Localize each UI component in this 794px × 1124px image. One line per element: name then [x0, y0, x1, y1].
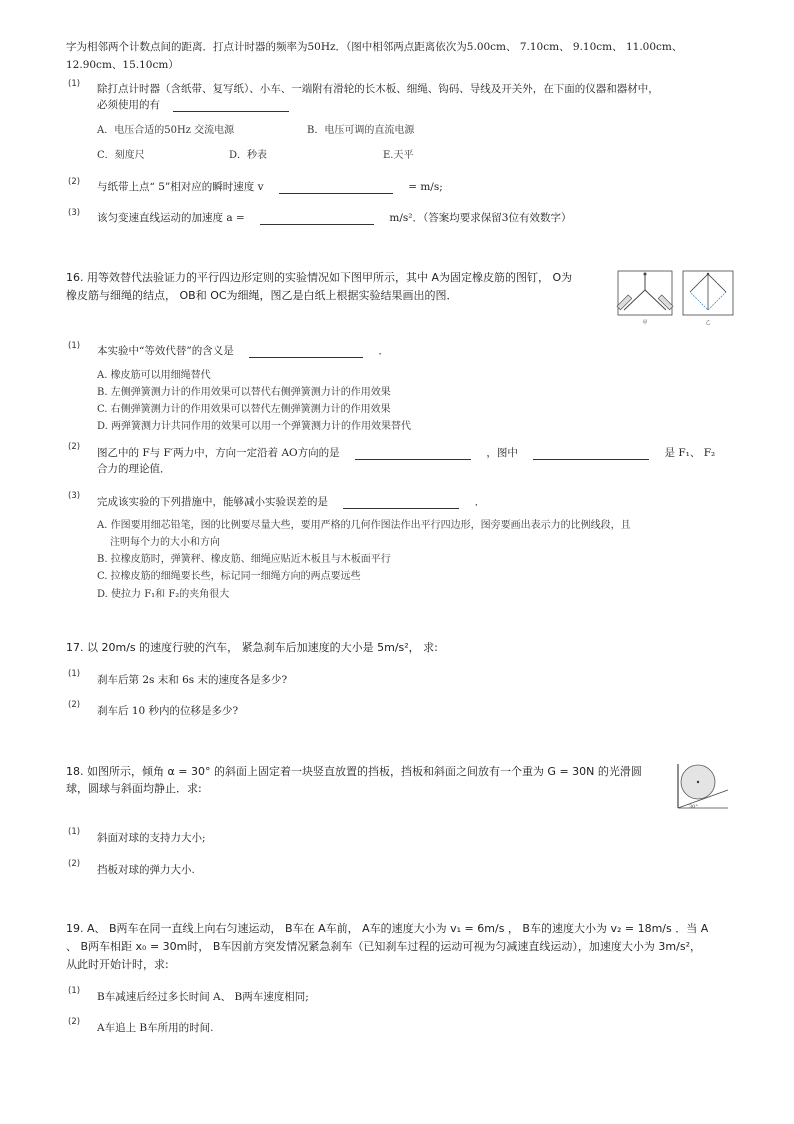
option-a-cont: 注明每个力的大小和方向 — [110, 537, 220, 548]
q18-text-line2: 球，圆球与斜面均静止．求: — [66, 782, 202, 795]
top-p2-text: 与纸带上点“ 5”相对应的瞬时速度 v — [97, 181, 264, 193]
top-p2-line — [97, 180, 443, 194]
part-number: (1) — [68, 341, 81, 351]
angle-label: 30° — [689, 804, 698, 810]
top-p3-text: 该匀变速直线运动的加速度 a = — [97, 212, 245, 224]
q16-p2-line2: 合力的理论值． — [97, 463, 171, 475]
option-b: B. 左侧弹簧测力计的作用效果可以替代右侧弹簧测力计的作用效果 — [97, 387, 391, 398]
option-c: C．刻度尺 — [97, 150, 145, 161]
q18-text-line1: 18. 如图所示，倾角 α = 30° 的斜面上固定着一块竖直放置的挡板，挡板和斜面之间放有一个重为 G = 30N 的光滑圆 — [66, 765, 642, 778]
option-b: B．电压可调的直流电源 — [307, 125, 415, 136]
punct: ． — [378, 345, 389, 357]
part-number: (2) — [68, 859, 81, 869]
q19-text-line3: 从此时开始计时，求: — [66, 958, 169, 971]
q16-p1-text: 本实验中“等效代替”的含义是 — [97, 345, 234, 357]
q19-text-line1: 19. A、 B两车在同一直线上向右匀速运动， B车在 A车前， A车的速度大小为 v₁ = 6m/s ， B车的速度大小为 v₂ = 18m/s ．当 A — [66, 922, 709, 935]
q16-text-line1: 16. 用等效替代法验证力的平行四边形定则的实验情况如下图甲所示，其中 A为固定橡皮筋的图钉， O为 — [66, 271, 573, 284]
unit-text: m/s²．（答案均要求保留3位有效数字） — [389, 212, 572, 224]
q16-text-line2: 橡皮筋与细绳的结点， OB和 OC为细绳，图乙是白纸上根据实验结果画出的图． — [66, 289, 458, 302]
answer-blank[interactable] — [355, 448, 471, 460]
q16-p1-line — [97, 344, 389, 358]
answer-blank[interactable] — [279, 182, 393, 194]
option-d: D．秒表 — [229, 150, 268, 161]
part-number: (2) — [68, 442, 81, 452]
top-p1-text-line1: 除打点计时器（含纸带、复写纸）、小车、一端附有滑轮的长木板、细绳、钩码、导线及开关外，在下面的仪器和器材中， — [97, 83, 659, 95]
q19-p2-text: A车追上 B车所用的时间. — [97, 1022, 214, 1034]
part-number: (1) — [68, 79, 81, 89]
top-text-line2: 12.90cm、15.10cm） — [66, 59, 179, 71]
figure-label-a: 甲 — [642, 320, 648, 326]
part-number: (1) — [68, 827, 81, 837]
q16-figure-a — [614, 268, 676, 326]
answer-blank[interactable] — [343, 497, 459, 509]
part-number: (3) — [68, 491, 81, 501]
option-d: D. 两弹簧测力计共同作用的效果可以用一个弹簧测力计的作用效果替代 — [97, 421, 412, 432]
punct: ． — [474, 496, 486, 508]
q16-p2-text: 图乙中的 F与 F′两力中，方向一定沿着 AO方向的是 — [97, 447, 340, 459]
q18-p2-text: 挡板对球的弹力大小. — [97, 864, 195, 876]
unit-text: = m/s; — [408, 181, 443, 193]
top-p3-line — [97, 211, 571, 225]
option-d: D. 使拉力 F₁和 F₂的夹角很大 — [97, 589, 230, 600]
part-number: (2) — [68, 177, 81, 187]
q17-p2-text: 刹车后 10 秒内的位移是多少? — [97, 705, 239, 717]
part-number: (2) — [68, 700, 81, 710]
q16-p2-mid: ，图中 — [486, 447, 518, 459]
part-number: (3) — [68, 208, 81, 218]
option-a: A. 作图要用细芯铅笔，图的比例要尽量大些，要用严格的几何作图法作出平行四边形，图旁要画出表示力的比例线段，且 — [97, 520, 631, 531]
top-text-line1: 字为相邻两个计数点间的距离．打点计时器的频率为50Hz．（图中相邻两点距离依次为5.00cm、 7.10cm、 9.10cm、 11.00cm、 — [66, 41, 683, 53]
option-b: B. 拉橡皮筋时，弹簧秤、橡皮筋、细绳应贴近木板且与木板面平行 — [97, 554, 391, 565]
part-number: (1) — [68, 669, 81, 679]
part-number: (2) — [68, 1017, 81, 1027]
q17-p1-text: 刹车后第 2s 末和 6s 末的速度各是多少? — [97, 674, 288, 686]
top-p1-text: 必须使用的有 — [97, 99, 160, 111]
top-p1-text-line2 — [97, 98, 289, 112]
answer-blank[interactable] — [249, 346, 363, 358]
q16-p2-line — [97, 446, 715, 460]
answer-blank[interactable] — [533, 448, 649, 460]
q18-figure — [672, 760, 730, 812]
q16-figure-b — [680, 268, 736, 326]
answer-blank[interactable] — [260, 213, 374, 225]
q19-text-line2: 、 B两车相距 x₀ = 30m时， B车因前方突发情况紧急刹车（已知刹车过程的运动可视为匀减速直线运动），加速度大小为 3m/s²， — [66, 940, 701, 953]
option-a: A．电压合适的50Hz 交流电源 — [97, 125, 235, 136]
option-c: C. 右侧弹簧测力计的作用效果可以替代左侧弹簧测力计的作用效果 — [97, 404, 391, 415]
q18-p1-text: 斜面对球的支持力大小; — [97, 832, 206, 844]
part-number: (1) — [68, 986, 81, 996]
q16-p3-text: 完成该实验的下列措施中，能够减小实验误差的是 — [97, 496, 328, 508]
option-e: E.天平 — [383, 150, 414, 161]
figure-label-b: 乙 — [705, 320, 711, 326]
q16-p2-end: 是 F₁、 F₂ — [664, 447, 716, 459]
q17-text-line1: 17. 以 20m/s 的速度行驶的汽车， 紧急刹车后加速度的大小是 5m/s²， 求: — [66, 641, 438, 654]
option-a: A. 橡皮筋可以用细绳替代 — [97, 370, 211, 381]
answer-blank[interactable] — [173, 100, 289, 112]
q16-p3-line — [97, 495, 485, 509]
q19-p1-text: B车减速后经过多长时间 A、 B两车速度相同; — [97, 991, 309, 1003]
option-c: C. 拉橡皮筋的细绳要长些，标记同一细绳方向的两点要远些 — [97, 571, 361, 582]
